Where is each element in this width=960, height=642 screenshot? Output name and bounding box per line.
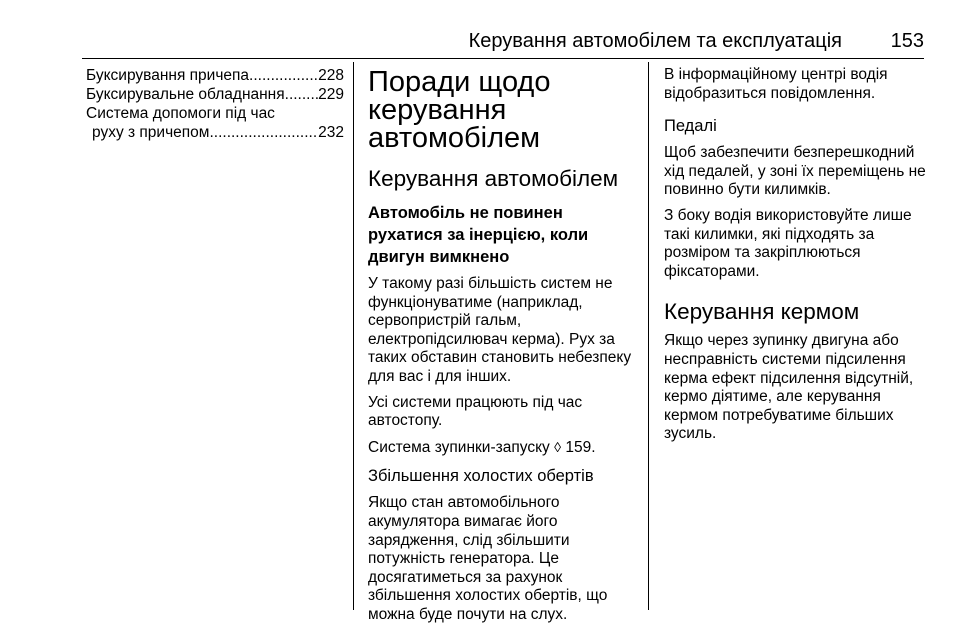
page-header bbox=[82, 30, 924, 59]
paragraph: Якщо через зупинку двигуна або несправність системи підсилення керма ефект підсилення відсутній, кермо діятиме, але керування кермом потребуватиме більших зусиль. bbox=[664, 332, 914, 443]
sub-heading: Автомобіль не повинен рухатися за інерцією, коли двигун вимкнено bbox=[368, 204, 589, 266]
toc-entry-page: 228 bbox=[318, 67, 344, 84]
column-divider bbox=[353, 62, 354, 610]
toc-entry-page: 229 bbox=[318, 86, 344, 103]
toc-leader bbox=[249, 66, 318, 85]
paragraph: Усі системи працюють під час автостопу. bbox=[368, 393, 583, 430]
toc-entry-page: 232 bbox=[318, 124, 344, 141]
content-column-2 bbox=[368, 66, 634, 625]
toc-column bbox=[86, 66, 344, 142]
section-heading: Керування автомобілем bbox=[368, 166, 619, 191]
toc-leader bbox=[209, 123, 318, 142]
toc-leader bbox=[285, 85, 318, 104]
content-column-3 bbox=[664, 66, 932, 444]
page-reference-link[interactable]: 159. bbox=[565, 438, 596, 456]
section-heading: Керування кермом bbox=[664, 299, 860, 325]
header-title: Керування автомобілем та експлуатація bbox=[468, 30, 842, 52]
paragraph: З боку водія використовуйте лише такі килимки, які підходять за розміром та закріплюються фіксаторами. bbox=[664, 206, 912, 280]
paragraph: Щоб забезпечити безперешкодний хід педалей, у зоні їх переміщень не повинно бути килимків. bbox=[664, 144, 926, 199]
reference-text: Система зупинки-запуску bbox=[368, 438, 550, 456]
sub-heading: Збільшення холостих обертів bbox=[368, 467, 594, 486]
toc-entry[interactable] bbox=[86, 104, 344, 142]
toc-entry-title-cont: руху з причепом bbox=[92, 124, 210, 141]
paragraph: У такому разі більшість систем не функціонуватиме (наприклад, сервопристрій гальм, електропідсилювач керма). Рух за таких обставин становить небезпеку для вас і для інших. bbox=[368, 275, 632, 385]
toc-entry[interactable] bbox=[86, 66, 344, 85]
column-divider bbox=[648, 62, 649, 610]
reference-arrow-icon: ◊ bbox=[554, 438, 562, 455]
toc-entry-title: Буксирування причепа bbox=[86, 67, 250, 84]
sub-heading: Педалі bbox=[664, 117, 717, 136]
paragraph: В інформаційному центрі водія відобразиться повідомлення. bbox=[664, 66, 888, 102]
paragraph: Якщо стан автомобільного акумулятора вимагає його зарядження, слід збільшити потужність генератора. Це досягатиметься за рахунок збільшення холостих обертів, що можна буде почути на слух. bbox=[368, 494, 608, 623]
toc-entry-title: Буксирувальне обладнання bbox=[86, 86, 285, 103]
toc-entry[interactable] bbox=[86, 85, 344, 104]
main-heading: Поради щодо керування автомобілем bbox=[368, 66, 551, 154]
paragraph-with-reference bbox=[368, 438, 634, 458]
toc-entry-title: Система допомоги під час bbox=[86, 105, 275, 122]
page-number: 153 bbox=[890, 30, 924, 52]
